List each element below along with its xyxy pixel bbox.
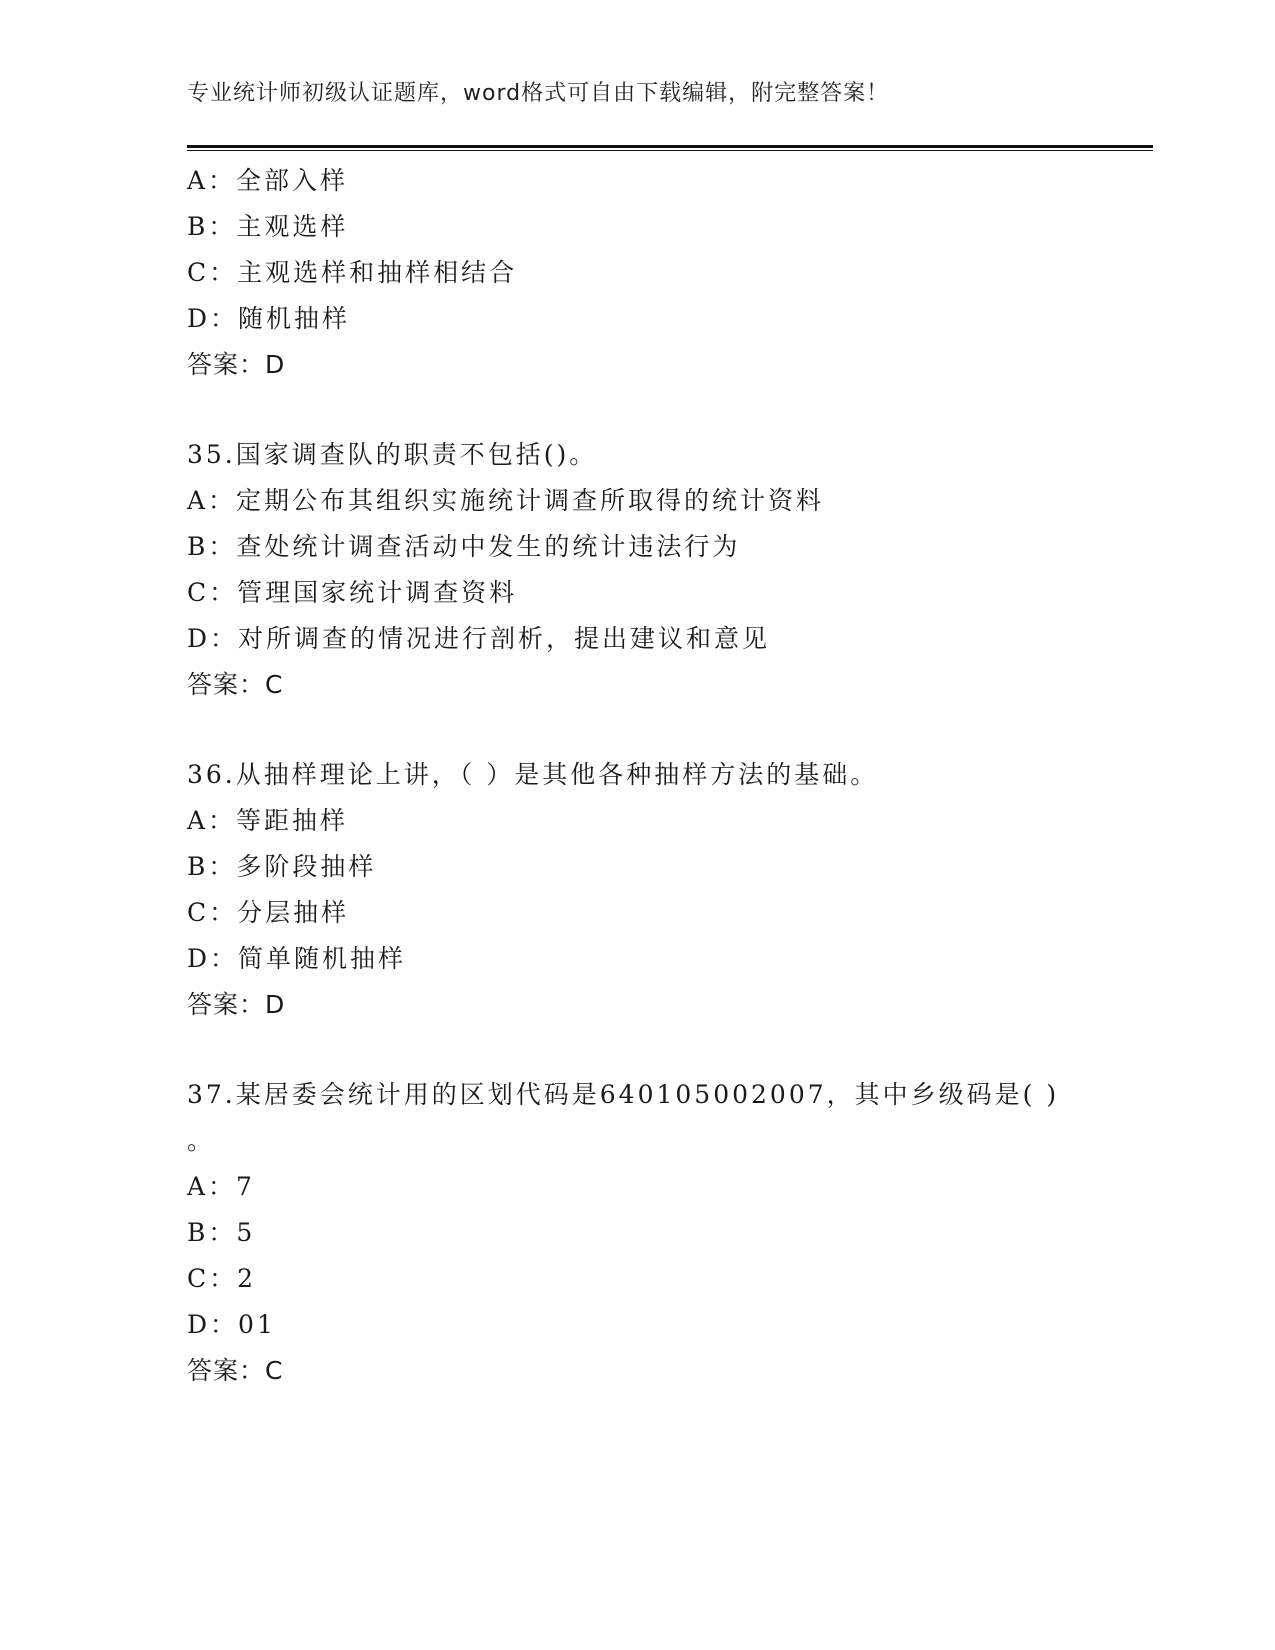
answer: 答案：D xyxy=(187,990,286,1019)
page-header-text: 专业统计师初级认证题库，word格式可自由下载编辑，附完整答案！ xyxy=(187,81,890,106)
option-b: B：5 xyxy=(187,1218,256,1247)
answer: 答案：C xyxy=(187,1356,284,1385)
question-stem: 37.某居委会统计用的区划代码是640105002007，其中乡级码是( ) xyxy=(187,1080,1060,1109)
option-d: D：随机抽样 xyxy=(187,304,351,333)
option-b: B：主观选样 xyxy=(187,212,349,241)
option-c: C：主观选样和抽样相结合 xyxy=(187,258,518,287)
option-c: C：2 xyxy=(187,1264,257,1293)
option-a: A：全部入样 xyxy=(187,166,349,195)
option-a: A：7 xyxy=(187,1172,255,1201)
option-a: A：等距抽样 xyxy=(187,806,349,835)
header-rule-thin xyxy=(187,150,1153,151)
option-d: D：简单随机抽样 xyxy=(187,944,407,973)
question-34 xyxy=(187,158,1153,388)
question-35 xyxy=(187,432,1153,708)
option-c: C：管理国家统计调查资料 xyxy=(187,578,518,607)
question-stem-continuation: 。 xyxy=(187,1126,216,1155)
question-stem: 35.国家调查队的职责不包括()。 xyxy=(187,440,598,469)
question-content xyxy=(187,158,1153,1438)
question-36 xyxy=(187,752,1153,1028)
option-d: D：对所调查的情况进行剖析，提出建议和意见 xyxy=(187,624,771,653)
option-c: C：分层抽样 xyxy=(187,898,350,927)
option-a: A：定期公布其组织实施统计调查所取得的统计资料 xyxy=(187,486,825,515)
answer: 答案：C xyxy=(187,670,284,699)
header-rule-thick xyxy=(187,145,1153,148)
question-37 xyxy=(187,1072,1153,1394)
option-d: D：01 xyxy=(187,1310,276,1339)
option-b: B：查处统计调查活动中发生的统计违法行为 xyxy=(187,532,741,561)
option-b: B：多阶段抽样 xyxy=(187,852,377,881)
answer: 答案：D xyxy=(187,350,286,379)
question-stem: 36.从抽样理论上讲，（ ）是其他各种抽样方法的基础。 xyxy=(187,760,879,789)
